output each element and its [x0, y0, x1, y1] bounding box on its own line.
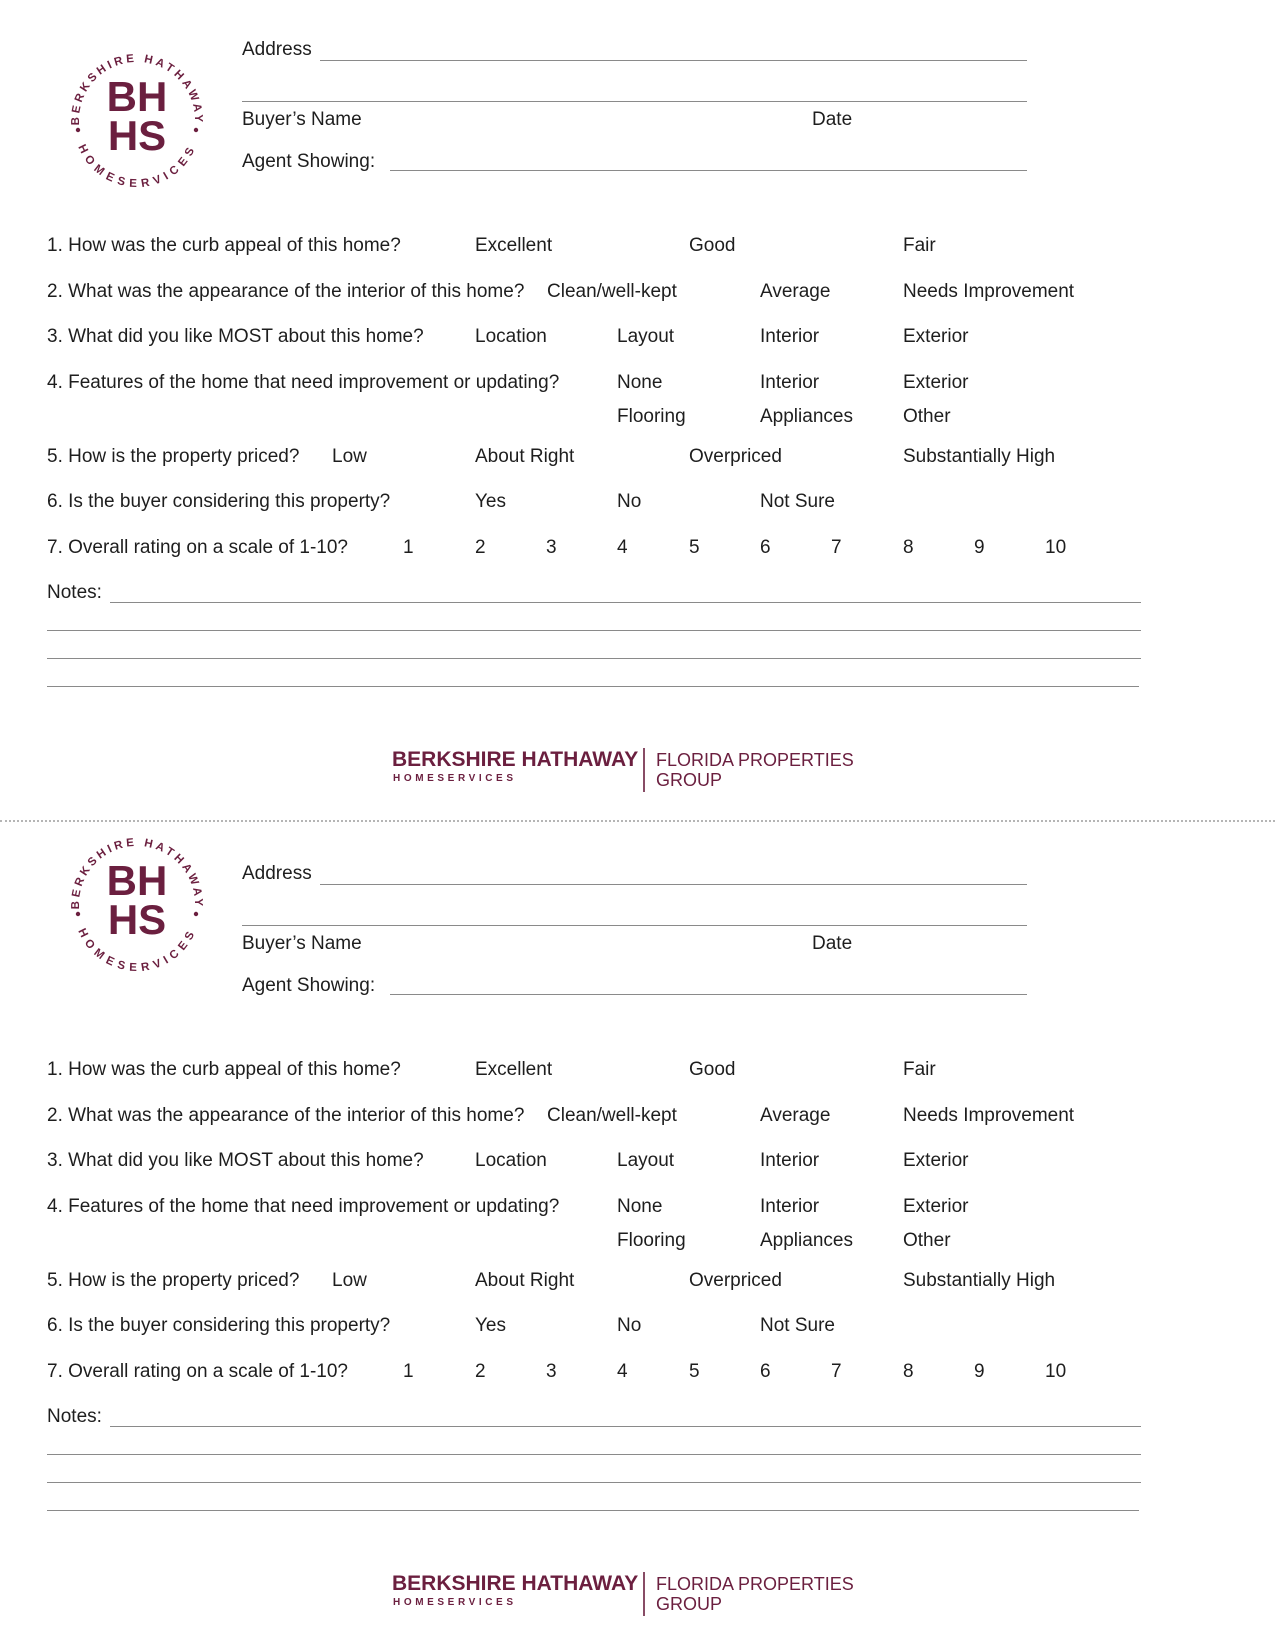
- logo-dot-right: [194, 128, 198, 132]
- q4-option-interior[interactable]: Interior: [760, 372, 820, 393]
- q5-option-overpriced[interactable]: Overpriced: [689, 446, 782, 467]
- logo-ring-top-text: BERKSHIRE HATHAWAY: [69, 836, 205, 910]
- feedback-form-copy-1: [0, 0, 1275, 820]
- q4-option-exterior[interactable]: Exterior: [903, 1196, 969, 1217]
- notes-field-line-1[interactable]: [110, 602, 1141, 603]
- bhhs-florida-wordmark: [392, 744, 912, 794]
- question-4-text: 4. Features of the home that need improvement or updating?: [47, 372, 560, 393]
- question-1-text: 1. How was the curb appeal of this home?: [47, 1059, 401, 1080]
- notes-field-line-1[interactable]: [110, 1426, 1141, 1427]
- q5-option-about-right[interactable]: About Right: [475, 1270, 575, 1291]
- wordmark-homeservices: HOMESERVICES: [393, 773, 517, 784]
- q1-option-good[interactable]: Good: [689, 235, 736, 256]
- q1-option-excellent[interactable]: Excellent: [475, 235, 553, 256]
- q7-option-10[interactable]: 10: [1045, 537, 1067, 558]
- wordmark-homeservices: HOMESERVICES: [393, 1597, 517, 1608]
- question-2-text: 2. What was the appearance of the interior of this home?: [47, 281, 525, 302]
- q5-option-substantially-high[interactable]: Substantially High: [903, 1270, 1056, 1291]
- q5-option-low[interactable]: Low: [332, 446, 367, 467]
- q4-option-other[interactable]: Other: [903, 1230, 951, 1251]
- q7-option-7[interactable]: 7: [831, 537, 842, 558]
- q7-option-1[interactable]: 1: [403, 1361, 414, 1382]
- q3-option-layout[interactable]: Layout: [617, 326, 675, 347]
- q4-option-flooring[interactable]: Flooring: [617, 406, 686, 427]
- logo-mono-bh: BH: [106, 73, 168, 120]
- notes-field-line-4[interactable]: [47, 1510, 1139, 1511]
- notes-field-line-2[interactable]: [47, 630, 1141, 631]
- notes-field-line-2[interactable]: [47, 1454, 1141, 1455]
- q7-option-10[interactable]: 10: [1045, 1361, 1067, 1382]
- question-7-text: 7. Overall rating on a scale of 1-10?: [47, 537, 349, 558]
- logo-dot-left: [76, 128, 80, 132]
- bhhs-seal-logo: [57, 824, 217, 984]
- q3-option-layout[interactable]: Layout: [617, 1150, 675, 1171]
- agent-showing-field[interactable]: [390, 994, 1027, 995]
- wordmark-berkshire: BERKSHIRE HATHAWAY: [392, 1572, 639, 1595]
- q7-option-9[interactable]: 9: [974, 537, 985, 558]
- logo-mono-hs: HS: [107, 112, 167, 159]
- q6-option-not-sure[interactable]: Not Sure: [760, 1315, 835, 1336]
- logo-ring-bottom-text: HOMESERVICES: [75, 142, 199, 191]
- q2-option-average[interactable]: Average: [760, 281, 831, 302]
- q2-option-clean[interactable]: Clean/well-kept: [547, 281, 677, 302]
- question-7-text: 7. Overall rating on a scale of 1-10?: [47, 1361, 349, 1382]
- address-field-line-2[interactable]: [242, 101, 1027, 102]
- question-3-text: 3. What did you like MOST about this home?: [47, 326, 424, 347]
- wordmark-group: GROUP: [656, 1594, 723, 1614]
- q6-option-yes[interactable]: Yes: [475, 1315, 506, 1336]
- q3-option-location[interactable]: Location: [475, 1150, 547, 1171]
- q6-option-no[interactable]: No: [617, 1315, 642, 1336]
- address-label: Address: [242, 863, 312, 884]
- q1-option-fair[interactable]: Fair: [903, 235, 936, 256]
- feedback-form-copy-2: [0, 820, 1275, 1640]
- q2-option-needs-improvement[interactable]: Needs Improvement: [903, 1105, 1075, 1126]
- q7-option-8[interactable]: 8: [903, 1361, 914, 1382]
- logo-dot-right: [194, 912, 198, 916]
- notes-field-line-3[interactable]: [47, 1482, 1141, 1483]
- address-field-line-2[interactable]: [242, 925, 1027, 926]
- question-4-text: 4. Features of the home that need improvement or updating?: [47, 1196, 560, 1217]
- q5-option-substantially-high[interactable]: Substantially High: [903, 446, 1056, 467]
- agent-showing-field[interactable]: [390, 170, 1027, 171]
- question-1-text: 1. How was the curb appeal of this home?: [47, 235, 401, 256]
- q7-option-3[interactable]: 3: [546, 537, 557, 558]
- address-field[interactable]: [320, 60, 1027, 61]
- logo-ring-bottom-text: HOMESERVICES: [75, 926, 199, 975]
- logo-mono-bh: BH: [106, 857, 168, 904]
- q5-option-overpriced[interactable]: Overpriced: [689, 1270, 782, 1291]
- q5-option-about-right[interactable]: About Right: [475, 446, 575, 467]
- wordmark-group: GROUP: [656, 770, 723, 790]
- wordmark-berkshire: BERKSHIRE HATHAWAY: [392, 748, 639, 771]
- q3-option-exterior[interactable]: Exterior: [903, 326, 969, 347]
- q4-option-none[interactable]: None: [617, 372, 663, 393]
- date-label: Date: [812, 109, 853, 130]
- q6-option-not-sure[interactable]: Not Sure: [760, 491, 835, 512]
- q3-option-interior[interactable]: Interior: [760, 1150, 820, 1171]
- buyer-name-label: Buyer’s Name: [242, 109, 362, 130]
- logo-ring-top-text: BERKSHIRE HATHAWAY: [69, 52, 205, 126]
- question-2-text: 2. What was the appearance of the interior of this home?: [47, 1105, 525, 1126]
- bhhs-seal-logo: [57, 40, 217, 200]
- agent-showing-label: Agent Showing:: [242, 151, 376, 172]
- q7-option-3[interactable]: 3: [546, 1361, 557, 1382]
- q3-option-interior[interactable]: Interior: [760, 326, 820, 347]
- q6-option-yes[interactable]: Yes: [475, 491, 506, 512]
- notes-label: Notes:: [47, 1406, 102, 1427]
- q4-option-interior[interactable]: Interior: [760, 1196, 820, 1217]
- q7-option-5[interactable]: 5: [689, 537, 700, 558]
- q7-option-1[interactable]: 1: [403, 537, 414, 558]
- logo-mono-hs: HS: [107, 896, 167, 943]
- question-6-text: 6. Is the buyer considering this property?: [47, 491, 391, 512]
- q7-option-6[interactable]: 6: [760, 1361, 771, 1382]
- q4-option-flooring[interactable]: Flooring: [617, 1230, 686, 1251]
- q4-option-none[interactable]: None: [617, 1196, 663, 1217]
- q7-option-5[interactable]: 5: [689, 1361, 700, 1382]
- bhhs-florida-wordmark: [392, 1568, 912, 1618]
- address-field[interactable]: [320, 884, 1027, 885]
- buyer-name-label: Buyer’s Name: [242, 933, 362, 954]
- logo-dot-left: [76, 912, 80, 916]
- q1-option-good[interactable]: Good: [689, 1059, 736, 1080]
- q5-option-low[interactable]: Low: [332, 1270, 367, 1291]
- question-5-text: 5. How is the property priced?: [47, 446, 300, 467]
- q4-option-appliances[interactable]: Appliances: [760, 1230, 853, 1251]
- q7-option-6[interactable]: 6: [760, 537, 771, 558]
- q4-option-exterior[interactable]: Exterior: [903, 372, 969, 393]
- q7-option-4[interactable]: 4: [617, 537, 628, 558]
- q6-option-no[interactable]: No: [617, 491, 642, 512]
- date-label: Date: [812, 933, 853, 954]
- question-6-text: 6. Is the buyer considering this property?: [47, 1315, 391, 1336]
- wordmark-florida-properties: FLORIDA PROPERTIES: [656, 750, 854, 770]
- notes-field-line-3[interactable]: [47, 658, 1141, 659]
- q1-option-fair[interactable]: Fair: [903, 1059, 936, 1080]
- notes-field-line-4[interactable]: [47, 686, 1139, 687]
- q4-option-other[interactable]: Other: [903, 406, 951, 427]
- question-5-text: 5. How is the property priced?: [47, 1270, 300, 1291]
- q7-option-4[interactable]: 4: [617, 1361, 628, 1382]
- q7-option-9[interactable]: 9: [974, 1361, 985, 1382]
- wordmark-florida-properties: FLORIDA PROPERTIES: [656, 1574, 854, 1594]
- notes-label: Notes:: [47, 582, 102, 603]
- q2-option-clean[interactable]: Clean/well-kept: [547, 1105, 677, 1126]
- address-label: Address: [242, 39, 312, 60]
- q7-option-8[interactable]: 8: [903, 537, 914, 558]
- question-3-text: 3. What did you like MOST about this home?: [47, 1150, 424, 1171]
- q2-option-needs-improvement[interactable]: Needs Improvement: [903, 281, 1075, 302]
- agent-showing-label: Agent Showing:: [242, 975, 376, 996]
- q4-option-appliances[interactable]: Appliances: [760, 406, 853, 427]
- q1-option-excellent[interactable]: Excellent: [475, 1059, 553, 1080]
- q2-option-average[interactable]: Average: [760, 1105, 831, 1126]
- q7-option-7[interactable]: 7: [831, 1361, 842, 1382]
- q3-option-location[interactable]: Location: [475, 326, 547, 347]
- q7-option-2[interactable]: 2: [475, 1361, 486, 1382]
- q7-option-2[interactable]: 2: [475, 537, 486, 558]
- q3-option-exterior[interactable]: Exterior: [903, 1150, 969, 1171]
